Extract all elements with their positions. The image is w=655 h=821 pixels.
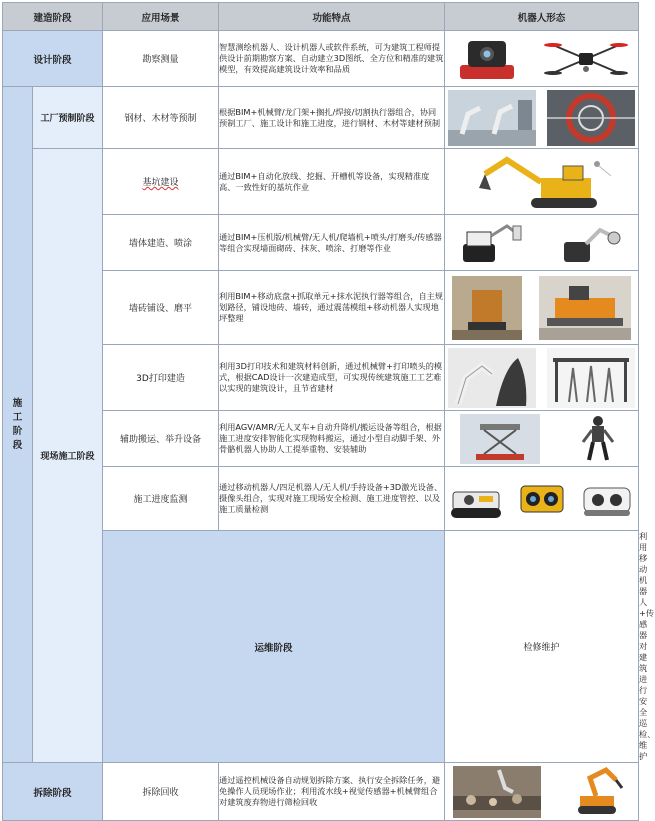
scene-cell: 辅助搬运、举升设备: [103, 411, 219, 467]
table-row: [3, 31, 639, 87]
header-scene: 应用场景: [103, 3, 219, 31]
phase-construction: 施 工 阶 段: [3, 87, 33, 763]
brick-laying-robot-icon: [452, 276, 522, 340]
laser-scanner-icon: [454, 35, 520, 83]
robot-image-cell: [445, 467, 639, 531]
header-feature: 功能特点: [219, 3, 445, 31]
feature-cell: 通过BIM+压机版/机械臂/无人机/爬墙机+喷头/打磨头/传感器等组合实现墙面砌砖、抹灰、喷涂、打磨等作业: [219, 215, 445, 271]
scene-cell: 钢材、木材等预制: [103, 87, 219, 149]
factory-arms-icon: [448, 90, 536, 146]
feature-cell: 利用AGV/AMR/无人叉车+自动升降机/搬运设备等组合，根据施工进度安排智能化实现物料搬运，通过小型自动脚手架、外骨骼机器人协助人工提举重物、安装辅助: [219, 411, 445, 467]
feature-cell: 根据BIM+机械臂/龙门架+搁扎/焊接/切割执行器组合，协同预制工厂、施工设计和施工进度，进行钢材、木材等建材预制: [219, 87, 445, 149]
robot-image-cell: [445, 215, 639, 271]
table-row: 运维阶段 检修维护 利用移动机器人+传感器对建筑进行安全巡检、维护: [3, 531, 639, 763]
steel-cage-machine-icon: [547, 90, 635, 146]
robot-image-cell: [445, 149, 639, 215]
robot-image-cell: [445, 411, 639, 467]
phase-demolition: 拆除阶段: [3, 763, 103, 821]
construction-robot-table: [2, 2, 655, 821]
subphase-onsite: 现场施工阶段: [33, 149, 103, 763]
survey-drone-icon: [543, 35, 629, 83]
demolition-robot-icon: [560, 766, 630, 818]
robot-image-cell: [445, 87, 639, 149]
feature-cell: 通过移动机器人/四足机器人/无人机/手持设备+3D激光设备、摄像头组合，实现对施工现场安全检测、施工进度管控、以及施工质量检测: [219, 467, 445, 531]
lift-scaffold-icon: [460, 414, 540, 464]
scene-cell: 施工进度监测: [103, 467, 219, 531]
camera-robot-icon: [513, 474, 571, 524]
scene-cell: 勘察测量: [103, 31, 219, 87]
scene-cell: 墙体建造、喷涂: [103, 215, 219, 271]
scene-cell: 3D打印建造: [103, 345, 219, 411]
robot-image-cell: [445, 763, 639, 821]
subphase-factory: 工厂预制阶段: [33, 87, 103, 149]
wall-sander-robot-icon: [556, 218, 626, 268]
robot-image-cell: [445, 31, 639, 87]
exoskeleton-icon: [573, 414, 623, 464]
header-robot: 机器人形态: [445, 3, 639, 31]
floor-screed-robot-icon: [539, 276, 631, 340]
scene-cell: 拆除回收: [103, 763, 219, 821]
phase-operation: 运维阶段: [103, 531, 445, 763]
excavator-icon: [467, 152, 617, 212]
white-inspection-robot-icon: [578, 474, 636, 524]
robot-image-cell: [445, 271, 639, 345]
table-row: [3, 763, 639, 821]
phase-design: 设计阶段: [3, 31, 103, 87]
table-row: [3, 87, 639, 149]
scene-cell: 检修维护: [445, 531, 639, 763]
feature-cell: 利用3D打印技术和建筑材料创新，通过机械臂+打印喷头的模式，根据CAD设计一次建造成型，可实现传统建筑施工工艺难以实现的建筑设计，且节省建材: [219, 345, 445, 411]
sorting-line-icon: [453, 766, 541, 818]
scene-cell: 墙砖铺设、磨平: [103, 271, 219, 345]
3d-print-arm-icon: [448, 348, 536, 408]
tracked-inspection-robot-icon: [447, 474, 505, 524]
3d-printed-structure-icon: [547, 348, 635, 408]
header-stage: 建造阶段: [3, 3, 103, 31]
robot-image-cell: [445, 345, 639, 411]
scene-cell: 基坑建设: [103, 149, 219, 215]
feature-cell: 通过BIM+自动化放线、挖掘、开槽机等设备，实现精准度高、一致性好的基坑作业: [219, 149, 445, 215]
feature-cell: 智慧测绘机器人、设计机器人或软件系统，可为建筑工程师提供设计前期勘察方案、自动建立3D图纸、全方位和精准的建筑模型，有效提高建筑设计效率和品质: [219, 31, 445, 87]
wall-spray-robot-icon: [457, 218, 527, 268]
feature-cell: 利用BIM+移动底盘+抓取单元+抹水泥执行器等组合，自主规划路径，铺设地砖、墙砖，通过震荡模组+移动机器人实现地坪整理: [219, 271, 445, 345]
feature-cell: 通过遥控机械设备自动规划拆除方案、执行安全拆除任务，避免操作人员现场作业；利用流水线+视觉传感器+机械臂组合对建筑废弃物进行筛检回收: [219, 763, 445, 821]
table-row: [3, 149, 639, 215]
